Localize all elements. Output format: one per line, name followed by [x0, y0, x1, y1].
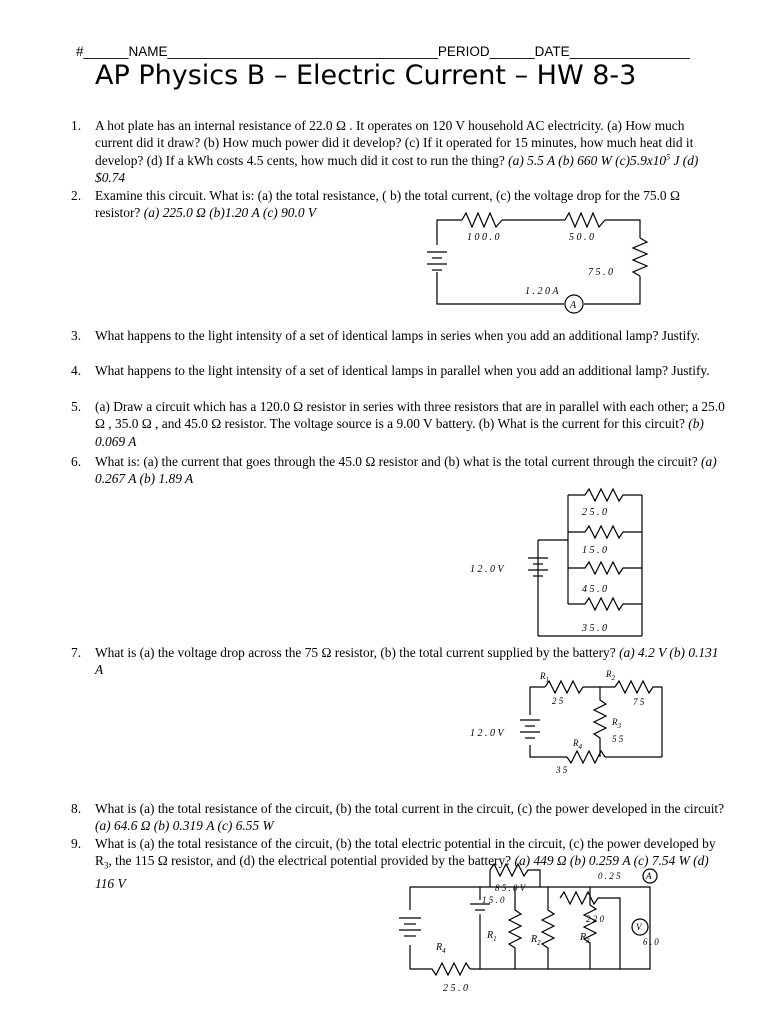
label-current: 1 . 2 0 A	[525, 286, 559, 297]
wire	[437, 220, 462, 245]
label-r1-value: 2 5	[552, 696, 564, 706]
label-r3: $R_3$	[612, 717, 621, 730]
label-r15: 1 5 . 0	[582, 545, 607, 556]
question-number: 9.	[71, 836, 82, 851]
question-text: A hot plate has an internal resistance of 22.0 Ω . It operates on 120 V household AC electricity. (a) How much current did it draw? (b) How much power did it develop? (c) If it operated for 15 minutes, how much heat did it develop? (d) If a kWh costs 4.5 cents, how much did it cost to run the thing?	[95, 118, 694, 168]
label-r2: $R_2$	[531, 934, 541, 947]
label-r25: 2 5 . 0	[582, 507, 607, 518]
answer: (a) 64.6 Ω (b) 0.319 A (c) 6.55 W	[95, 818, 274, 834]
resistor-r1-zigzag	[509, 887, 521, 969]
resistor-45-zigzag	[568, 562, 642, 574]
label-r1: $R_1$	[540, 671, 549, 684]
answer: (a) 4.2 V (b) 0.131 A	[95, 645, 719, 678]
label-r2-value: 7 5	[633, 697, 645, 707]
resistor-r4-zigzag	[567, 751, 605, 763]
label-r45: 4 5 . 0	[582, 584, 607, 595]
question-text: What is: (a) the current that goes through the 45.0 Ω resistor and (b) what is the total current through the circuit?	[95, 454, 698, 469]
answer: (a) 5.5 A (b) 660 W $(c)5.9x10^5$ J (d) $0.74	[95, 152, 699, 185]
question-number: 7.	[71, 645, 82, 660]
label-battery: 1 2 . 0 V	[470, 564, 504, 575]
answer: (a) 449 Ω (b) 0.259 A (c) 7.54 W (d) 116 V	[95, 853, 709, 892]
circuit-q2	[427, 213, 647, 313]
circuit-q6	[470, 489, 642, 636]
label-bottom: 2 5 . 0	[443, 983, 468, 994]
question-text: What is (a) the voltage drop across the 75 Ω resistor, (b) the total current supplied by the battery?	[95, 645, 616, 660]
question-text: Examine this circuit. What is: (a) the total resistance, ( b) the total current, (c) the voltage drop for the 75.0 Ω resistor?	[95, 188, 680, 221]
resistor-r2-zigzag	[615, 681, 662, 757]
resistor-25-zigzag	[568, 489, 642, 501]
ammeter-label: A	[570, 300, 577, 311]
label-r4: $R_4$	[436, 942, 446, 955]
question-text: What happens to the light intensity of a set of identical lamps in series when you add an additional lamp? Justify.	[95, 328, 700, 343]
resistor-15-zigzag	[568, 526, 642, 538]
question-number: 5.	[71, 399, 82, 414]
wire	[410, 887, 650, 969]
resistor-r3-zigzag	[594, 687, 606, 757]
resistor-75-zigzag	[633, 238, 647, 276]
question-number: 4.	[71, 363, 82, 378]
label-r3-value: 5 5	[612, 734, 624, 744]
label-r50: 5 0 . 0	[569, 232, 594, 243]
question-text: What happens to the light intensity of a set of identical lamps in parallel when you add an additional lamp? Justify.	[95, 363, 710, 378]
answer: (b) 0.069 A	[95, 416, 704, 449]
resistor-r3-zigzag	[584, 887, 596, 969]
label-r3: $R_3$	[580, 932, 590, 945]
label-voltmeter-value: 6 . 0	[643, 937, 659, 947]
label-mid-value: 1 5 . 0	[482, 895, 505, 905]
label-r100: 1 0 0 . 0	[467, 232, 500, 243]
wire	[584, 276, 640, 304]
label-r4: $R_4$	[573, 738, 582, 751]
ammeter-label: A	[646, 871, 652, 881]
resistor-35-zigzag	[568, 598, 642, 610]
wire	[530, 745, 567, 757]
question-number: 6.	[71, 454, 82, 469]
header-line: #______NAME____________________________________PERIOD______DATE________________	[76, 44, 690, 59]
resistor-50-zigzag	[565, 213, 605, 227]
label-r35: 3 5 . 0	[582, 623, 607, 634]
label-mid-value-2: 2 2 0	[586, 914, 604, 924]
resistor-100-zigzag	[462, 213, 502, 227]
label-ammeter-value: 0 . 2 5	[598, 871, 621, 881]
voltmeter-label: V	[636, 922, 642, 932]
resistor-r2-zigzag	[542, 887, 554, 969]
label-r75: 7 5 . 0	[588, 267, 613, 278]
question-text: (a) Draw a circuit which has a 120.0 Ω resistor in series with three resistors that are in parallel with each other; a 25.0 Ω , 35.0 Ω , and 45.0 Ω resistor. The voltage source is a 9.00 V battery. (b) What is the current for this circuit?	[95, 399, 725, 432]
circuit-q7	[470, 669, 662, 775]
answer: (a) 0.267 A (b) 1.89 A	[95, 454, 717, 487]
question-text: What is (a) the total resistance of the circuit, (b) the total current in the circuit, (c) the power developed in the circuit?	[95, 801, 725, 816]
question-text: What is (a) the total resistance of the circuit, (b) the total electric potential in the circuit, (c) the power developed by $R_3$, the 115 Ω resistor, and (d) the electrical potential provided by the battery?	[95, 836, 716, 871]
circuit-q9	[399, 864, 659, 994]
question-number: 8.	[71, 801, 82, 816]
label-r1: $R_1$	[487, 930, 497, 943]
resistor-r1-zigzag	[545, 681, 583, 693]
label-r2: $R_2$	[606, 669, 615, 682]
question-number: 2.	[71, 188, 82, 203]
label-top-value: 8 5 . 0 V	[495, 883, 526, 893]
wire	[530, 687, 545, 715]
answer: (a) 225.0 Ω (b)1.20 A (c) 90.0 V	[143, 205, 317, 221]
label-r4-value: 3 5	[556, 765, 568, 775]
label-battery: 1 2 . 0 V	[470, 728, 504, 739]
wire	[605, 220, 640, 238]
page-title: AP Physics B – Electric Current – HW 8-3	[95, 60, 637, 91]
question-number: 3.	[71, 328, 82, 343]
question-number: 1.	[71, 118, 82, 133]
